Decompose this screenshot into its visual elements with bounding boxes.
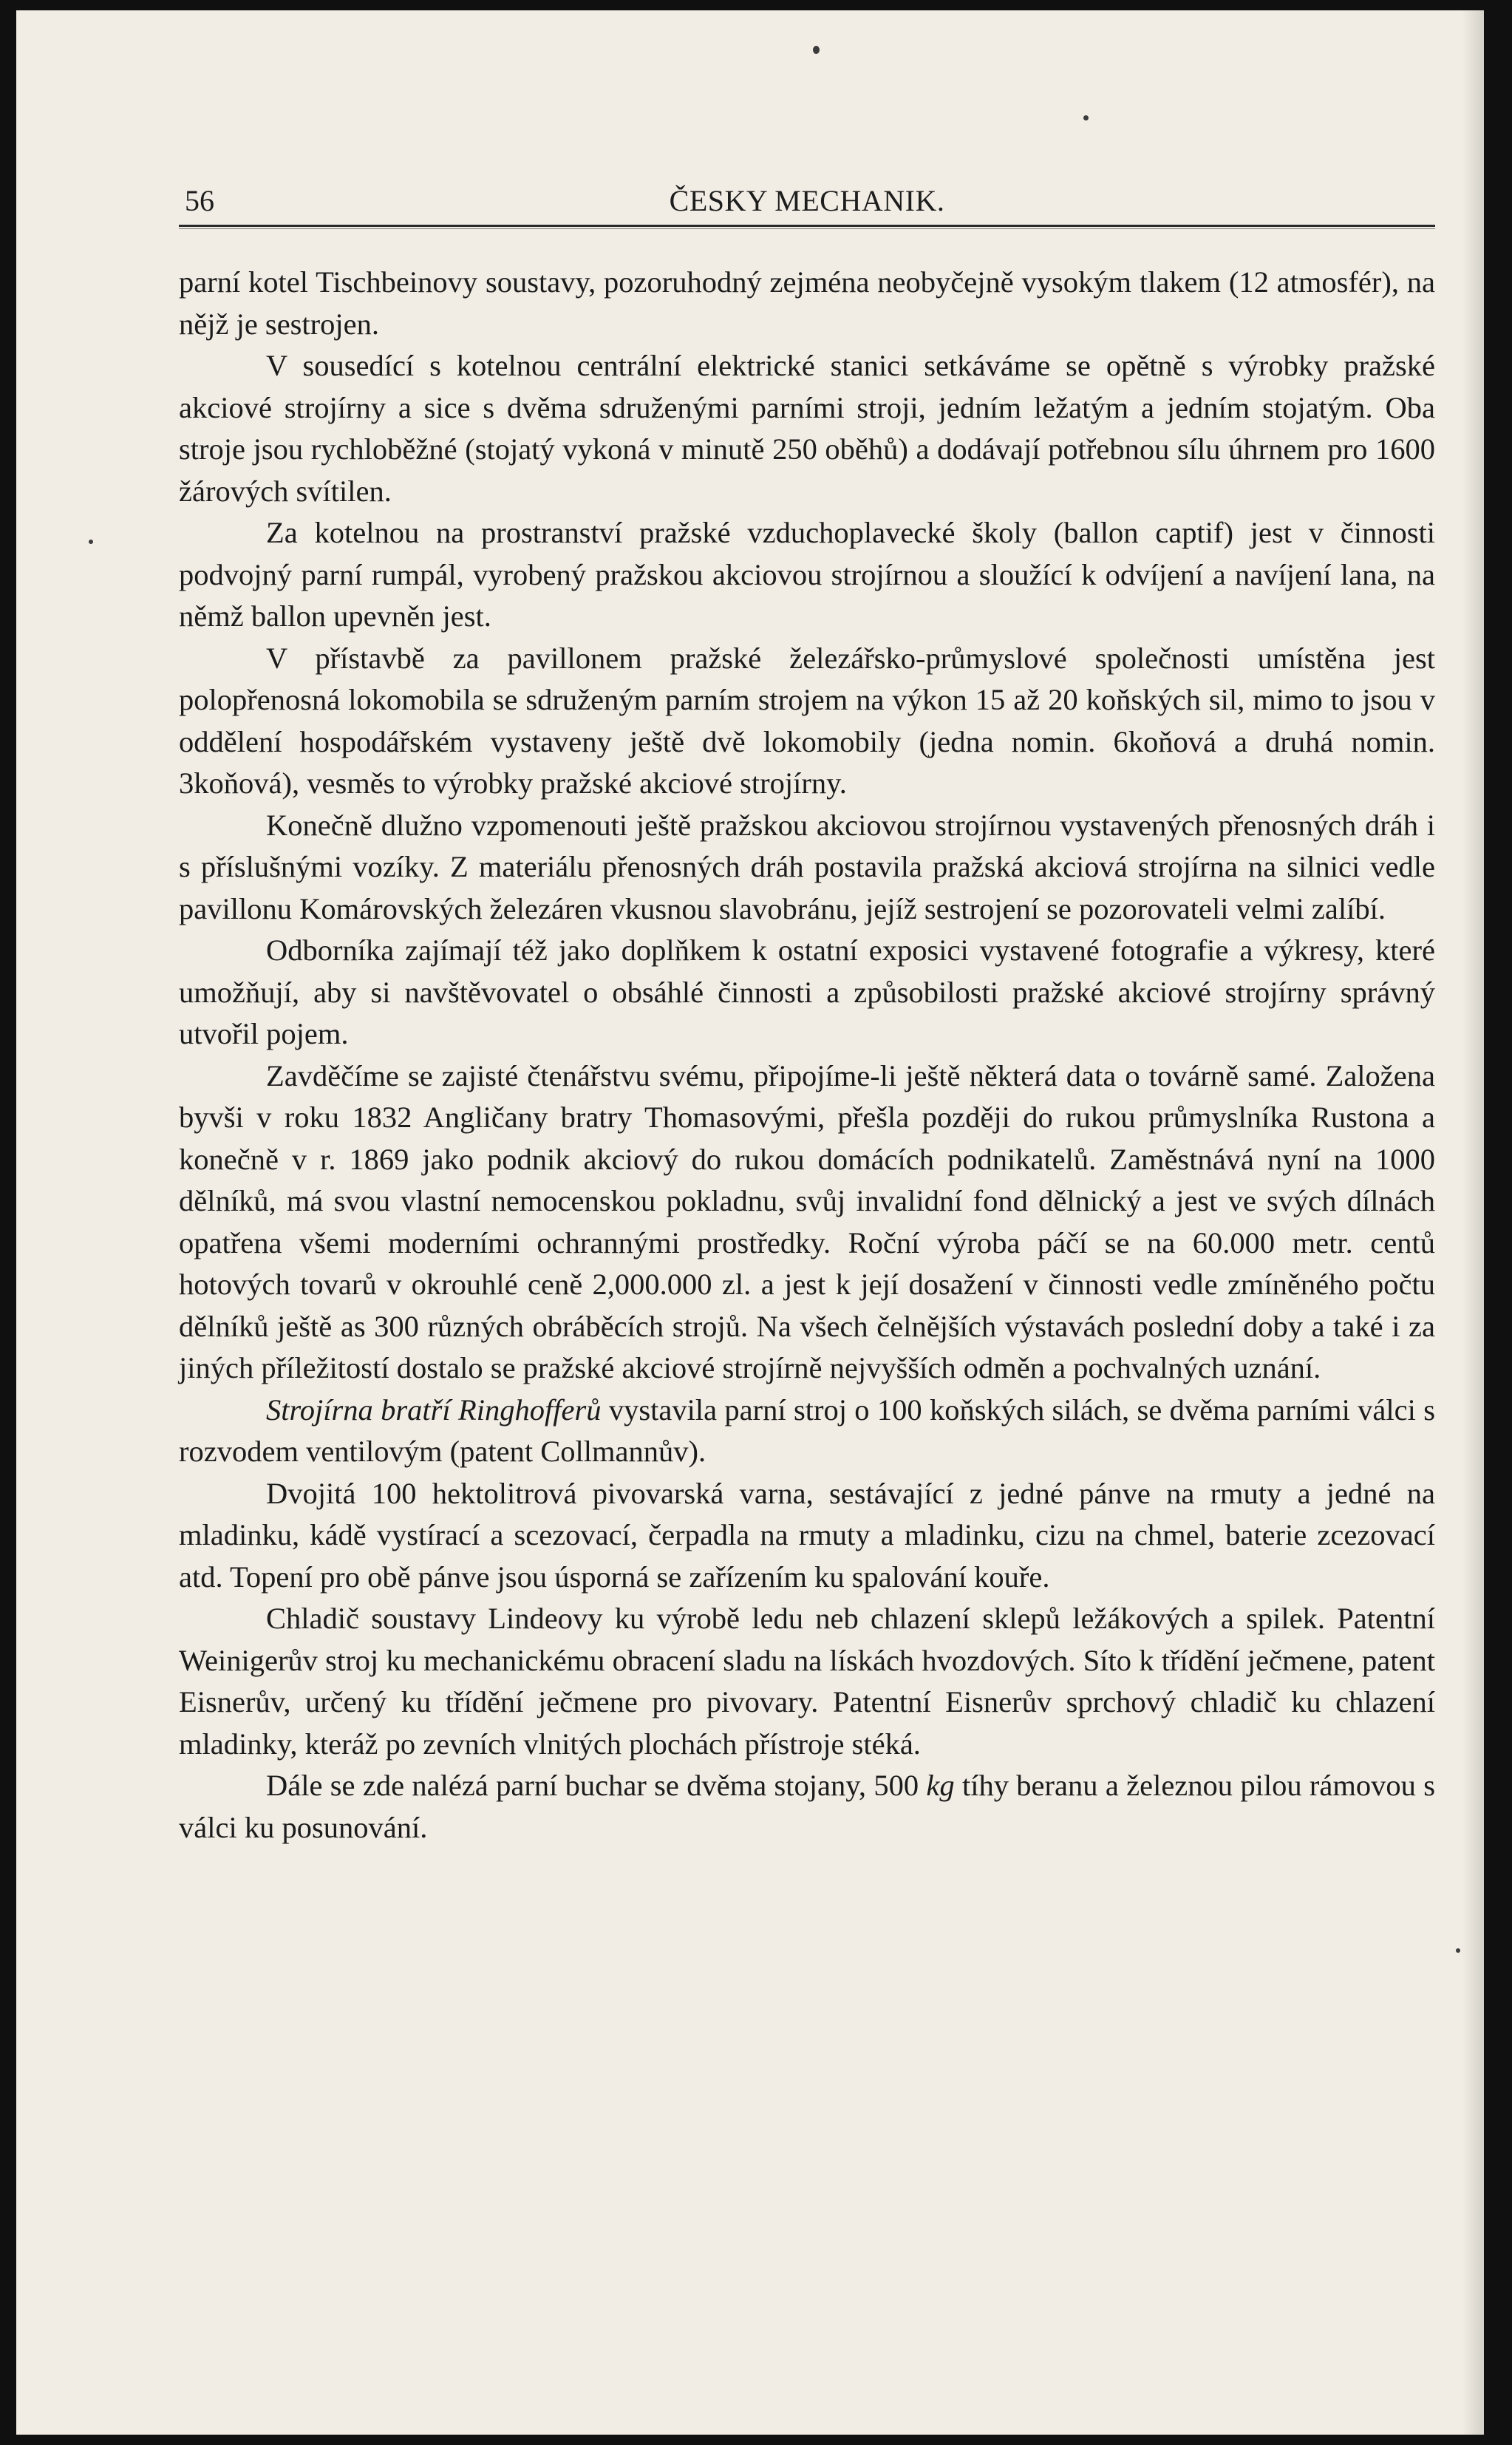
paragraph: parní kotel Tischbeinovy soustavy, pozoruhodný zejména neobyčejně vysokým tlakem (12 atmosfér), na nějž je sestrojen.: [179, 265, 1435, 341]
paragraph-text: tíhy beranu a železnou pilou rámovou s válci ku posunování.: [179, 1769, 1435, 1844]
page-number: 56: [185, 184, 214, 217]
ink-speck: [1456, 1948, 1460, 1953]
paragraph-text: vystavila parní stroj o 100 koňských silách, se dvěma parními válci s rozvodem ventilovým (patent Collmannův).: [179, 1392, 1435, 1468]
running-head: [179, 180, 1435, 222]
unit-kg: kg: [926, 1769, 955, 1802]
page-content: [179, 180, 1435, 1849]
paragraph: Za kotelnou na prostranství pražské vzduchoplavecké školy (ballon captif) jest v činnosti podvojný parní rumpál, vyrobený pražskou akciovou strojírnou a sloužící k odvíjení a navíjení lana, na němž ballon upevněn jest.: [179, 516, 1435, 633]
page-edge-shadow: [1462, 10, 1484, 2435]
paragraph: Odborníka zajímají též jako doplňkem k ostatní exposici vystavené fotografie a výkresy, které umožňují, aby si navštěvovatel o obsáhlé činnosti a způsobilosti pražské akciové strojírny správný utvořil pojem.: [179, 934, 1435, 1050]
ink-speck: [1083, 115, 1089, 120]
paragraph: Dvojitá 100 hektolitrová pivovarská varna, sestávající z jedné pánve na rmuty a jedné na mladinku, kádě vystírací a scezovací, čerpadla na rmuty a mladinku, cizu na chmel, baterie zcezovací atd. Topení pro obě pánve jsou úsporná se zařízením ku spalování kouře.: [179, 1476, 1435, 1594]
paragraph-text: Dále se zde nalézá parní buchar se dvěma stojany, 500: [266, 1769, 927, 1802]
paragraph: [179, 1390, 1435, 1473]
paragraph: V přístavbě za pavillonem pražské železářsko-průmyslové společnosti umístěna jest polopřenosná lokomobila se sdruženým parním strojem na výkon 15 až 20 koňských sil, mimo to jsou v oddělení hospodářském vystaveny ještě dvě lokomobily (jedna nomin. 6koňová a druhá nomin. 3koňová), vesměs to výrobky pražské akciové strojírny.: [179, 641, 1435, 800]
company-name: Strojírna bratří Ringhofferů: [266, 1392, 602, 1426]
paragraph: Konečně dlužno vzpomenouti ještě pražskou akciovou strojírnou vystavených přenosných dráh i s příslušnými vozíky. Z materiálu přenosných dráh postavila pražská akciová strojírna na silnici vedle pavillonu Komárovských železáren vkusnou slavobránu, jejíž sestrojení se pozorovateli velmi zalíbí.: [179, 808, 1435, 925]
header-rule-thin: [179, 228, 1435, 229]
header-rule: [179, 225, 1435, 227]
document-page: [16, 10, 1484, 2435]
paragraph: V sousedící s kotelnou centrální elektrické stanici setkáváme se opětně s výrobky pražské akciové strojírny a sice s dvěma sdruženými parními stroji, jedním ležatým a jedním stojatým. Oba stroje jsou rychloběžné (stojatý vykoná v minutě 250 oběhů) a dodávají potřebnou sílu úhrnem pro 1600 žárových svítilen.: [179, 349, 1435, 508]
paragraph: Zavděčíme se zajisté čtenářstvu svému, připojíme-li ještě některá data o továrně samé. Založena byvši v roku 1832 Angličany bratry Thomasovými, přešla později do rukou průmyslníka Rustona a konečně v r. 1869 jako podnik akciový do rukou domácích podnikatelů. Zaměstnává nyní na 1000 dělníků, má svou vlastní nemocenskou pokladnu, svůj invalidní fond dělnický a jest ve svých dílnách opatřena všemi moderními ochrannými prostředky. Roční výroba páčí se na 60.000 metr. centů hotových tovarů v okrouhlé ceně 2,000.000 zl. a jest k její dosažení v činnosti vedle zmíněného počtu dělníků ještě as 300 různých obráběcích strojů. Na všech čelnějších výstavách poslední doby a také i za jiných příležitostí dostalo se pražské akciové strojírně nejvyšších odměn a pochvalných uznání.: [179, 1058, 1435, 1384]
paragraph: Chladič soustavy Lindeovy ku výrobě ledu neb chlazení sklepů ležákových a spilek. Patentní Weinigerův stroj ku mechanickému obracení sladu na lískách hvozdových. Síto k třídění ječmene, patent Eisnerův, určený ku třídění ječmene pro pivovary. Patentní Eisnerův sprchový chladič ku chlazení mladinky, kteráž po zevních vlnitých plochách přístroje stéká.: [179, 1602, 1435, 1761]
journal-title: ČESKY MECHANIK.: [669, 184, 945, 217]
paragraph: [179, 1765, 1435, 1849]
ink-speck: [89, 540, 93, 544]
article-body: [179, 262, 1435, 1849]
ink-speck: [813, 46, 820, 54]
